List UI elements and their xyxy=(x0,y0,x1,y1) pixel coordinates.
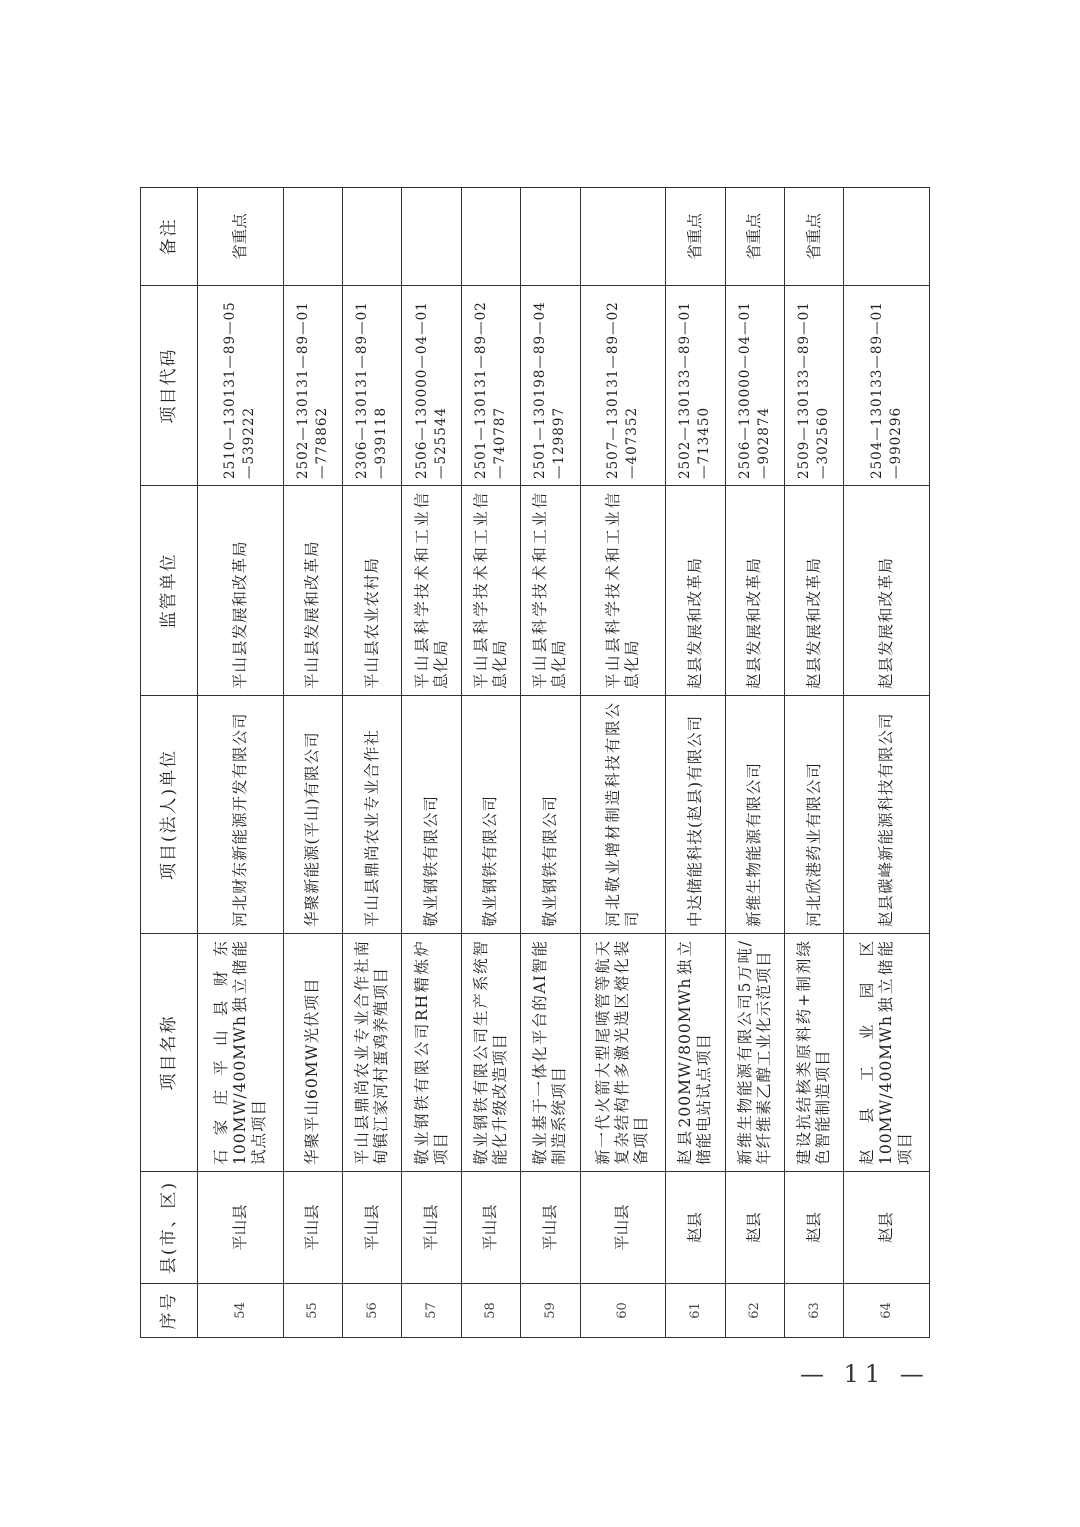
cell-seq: 62 xyxy=(725,1284,784,1338)
header-project-name: 项目名称 xyxy=(141,934,198,1172)
cell-project-name: 新维生物能源有限公司5万吨/年纤维素乙醇工业化示范项目 xyxy=(725,934,784,1172)
table-row xyxy=(784,188,843,1338)
cell-project-name: 建设抗结核类原料药+制剂绿色智能制造项目 xyxy=(784,934,843,1172)
cell-project-unit: 敬业钢铁有限公司 xyxy=(461,696,520,934)
cell-seq: 58 xyxy=(461,1284,520,1338)
cell-county: 平山县 xyxy=(198,1172,284,1284)
cell-supervisor: 平山县科学技术和工业信息化局 xyxy=(402,486,461,696)
cell-project-name: 敬业基于一体化平台的AI智能制造系统项目 xyxy=(521,934,580,1172)
cell-project-name: 华聚平山60MW光伏项目 xyxy=(283,934,342,1172)
cell-project-code: 2501—130131—89—02—740787 xyxy=(461,286,520,486)
header-project-unit: 项目(法人)单位 xyxy=(141,696,198,934)
header-project-code: 项目代码 xyxy=(141,286,198,486)
cell-seq: 64 xyxy=(844,1284,930,1338)
cell-project-name: 石家庄平山县财东100MW/400MWh独立储能试点项目 xyxy=(198,934,284,1172)
table-row xyxy=(580,188,666,1338)
cell-project-unit: 敬业钢铁有限公司 xyxy=(402,696,461,934)
cell-seq: 59 xyxy=(521,1284,580,1338)
rotated-table-container xyxy=(140,188,930,1338)
cell-county: 平山县 xyxy=(461,1172,520,1284)
cell-project-unit: 河北财东新能源开发有限公司 xyxy=(198,696,284,934)
cell-project-unit: 赵县碳峰新能源科技有限公司 xyxy=(844,696,930,934)
cell-note: 省重点 xyxy=(198,188,284,286)
cell-supervisor: 平山县科学技术和工业信息化局 xyxy=(580,486,666,696)
cell-project-unit: 河北敬业增材制造科技有限公司 xyxy=(580,696,666,934)
cell-project-name: 敬业钢铁有限公司生产系统智能化升级改造项目 xyxy=(461,934,520,1172)
cell-supervisor: 平山县农业农村局 xyxy=(343,486,402,696)
cell-project-name: 敬业钢铁有限公司RH精炼炉项目 xyxy=(402,934,461,1172)
cell-project-unit: 新维生物能源有限公司 xyxy=(725,696,784,934)
table-row xyxy=(198,188,284,1338)
cell-project-code: 2504—130133—89—01—990296 xyxy=(844,286,930,486)
cell-supervisor: 赵县发展和改革局 xyxy=(666,486,725,696)
cell-seq: 56 xyxy=(343,1284,402,1338)
cell-supervisor: 赵县发展和改革局 xyxy=(784,486,843,696)
cell-seq: 60 xyxy=(580,1284,666,1338)
cell-seq: 63 xyxy=(784,1284,843,1338)
cell-project-name: 新一代火箭大型尾喷管等航天复杂结构件多激光选区熔化装备项目 xyxy=(580,934,666,1172)
cell-supervisor: 平山县发展和改革局 xyxy=(283,486,342,696)
cell-project-unit: 平山县鼎尚农业专业合作社 xyxy=(343,696,402,934)
cell-note xyxy=(521,188,580,286)
header-seq: 序号 xyxy=(141,1284,198,1338)
table-row xyxy=(521,188,580,1338)
cell-county: 平山县 xyxy=(402,1172,461,1284)
cell-note xyxy=(402,188,461,286)
cell-county: 赵县 xyxy=(784,1172,843,1284)
table-row xyxy=(283,188,342,1338)
cell-project-code: 2509—130133—89—01—302560 xyxy=(784,286,843,486)
cell-project-unit: 华聚新能源(平山)有限公司 xyxy=(283,696,342,934)
cell-supervisor: 平山县科学技术和工业信息化局 xyxy=(521,486,580,696)
table-row xyxy=(402,188,461,1338)
cell-note: 省重点 xyxy=(666,188,725,286)
page-number: — 11 — xyxy=(800,1360,930,1388)
header-county: 县(市、区) xyxy=(141,1172,198,1284)
cell-note xyxy=(283,188,342,286)
cell-supervisor: 平山县发展和改革局 xyxy=(198,486,284,696)
table-row xyxy=(343,188,402,1338)
cell-seq: 55 xyxy=(283,1284,342,1338)
table-header-row xyxy=(141,188,198,1338)
cell-county: 赵县 xyxy=(844,1172,930,1284)
cell-project-code: 2510—130131—89—05—539222 xyxy=(198,286,284,486)
project-table xyxy=(140,187,930,1338)
cell-project-code: 2306—130131—89—01—939118 xyxy=(343,286,402,486)
cell-supervisor: 平山县科学技术和工业信息化局 xyxy=(461,486,520,696)
header-supervisor: 监管单位 xyxy=(141,486,198,696)
cell-project-name: 平山县鼎尚农业专业合作社南甸镇江家河村蛋鸡养殖项目 xyxy=(343,934,402,1172)
cell-project-code: 2502—130131—89—01—778862 xyxy=(283,286,342,486)
cell-note xyxy=(461,188,520,286)
cell-supervisor: 赵县发展和改革局 xyxy=(844,486,930,696)
cell-project-code: 2507—130131—89—02—407352 xyxy=(580,286,666,486)
cell-seq: 57 xyxy=(402,1284,461,1338)
table-row xyxy=(666,188,725,1338)
cell-county: 平山县 xyxy=(580,1172,666,1284)
cell-project-code: 2506—130000—04—01—902874 xyxy=(725,286,784,486)
cell-project-unit: 敬业钢铁有限公司 xyxy=(521,696,580,934)
cell-note: 省重点 xyxy=(784,188,843,286)
cell-project-unit: 河北欣港药业有限公司 xyxy=(784,696,843,934)
cell-seq: 61 xyxy=(666,1284,725,1338)
cell-note xyxy=(844,188,930,286)
cell-project-code: 2506—130000—04—01—525544 xyxy=(402,286,461,486)
table-row xyxy=(844,188,930,1338)
cell-project-unit: 中达储能科技(赵县)有限公司 xyxy=(666,696,725,934)
cell-county: 平山县 xyxy=(521,1172,580,1284)
header-note: 备注 xyxy=(141,188,198,286)
cell-county: 赵县 xyxy=(725,1172,784,1284)
cell-supervisor: 赵县发展和改革局 xyxy=(725,486,784,696)
cell-note: 省重点 xyxy=(725,188,784,286)
cell-project-code: 2502—130133—89—01—713450 xyxy=(666,286,725,486)
cell-county: 平山县 xyxy=(283,1172,342,1284)
table-row xyxy=(725,188,784,1338)
cell-project-code: 2501—130198—89—04—129897 xyxy=(521,286,580,486)
cell-project-name: 赵县工业园区100MW/400MWh独立储能项目 xyxy=(844,934,930,1172)
cell-county: 赵县 xyxy=(666,1172,725,1284)
table-row xyxy=(461,188,520,1338)
cell-seq: 54 xyxy=(198,1284,284,1338)
cell-project-name: 赵县200MW/800MWh独立储能电站试点项目 xyxy=(666,934,725,1172)
cell-note xyxy=(343,188,402,286)
cell-note xyxy=(580,188,666,286)
cell-county: 平山县 xyxy=(343,1172,402,1284)
